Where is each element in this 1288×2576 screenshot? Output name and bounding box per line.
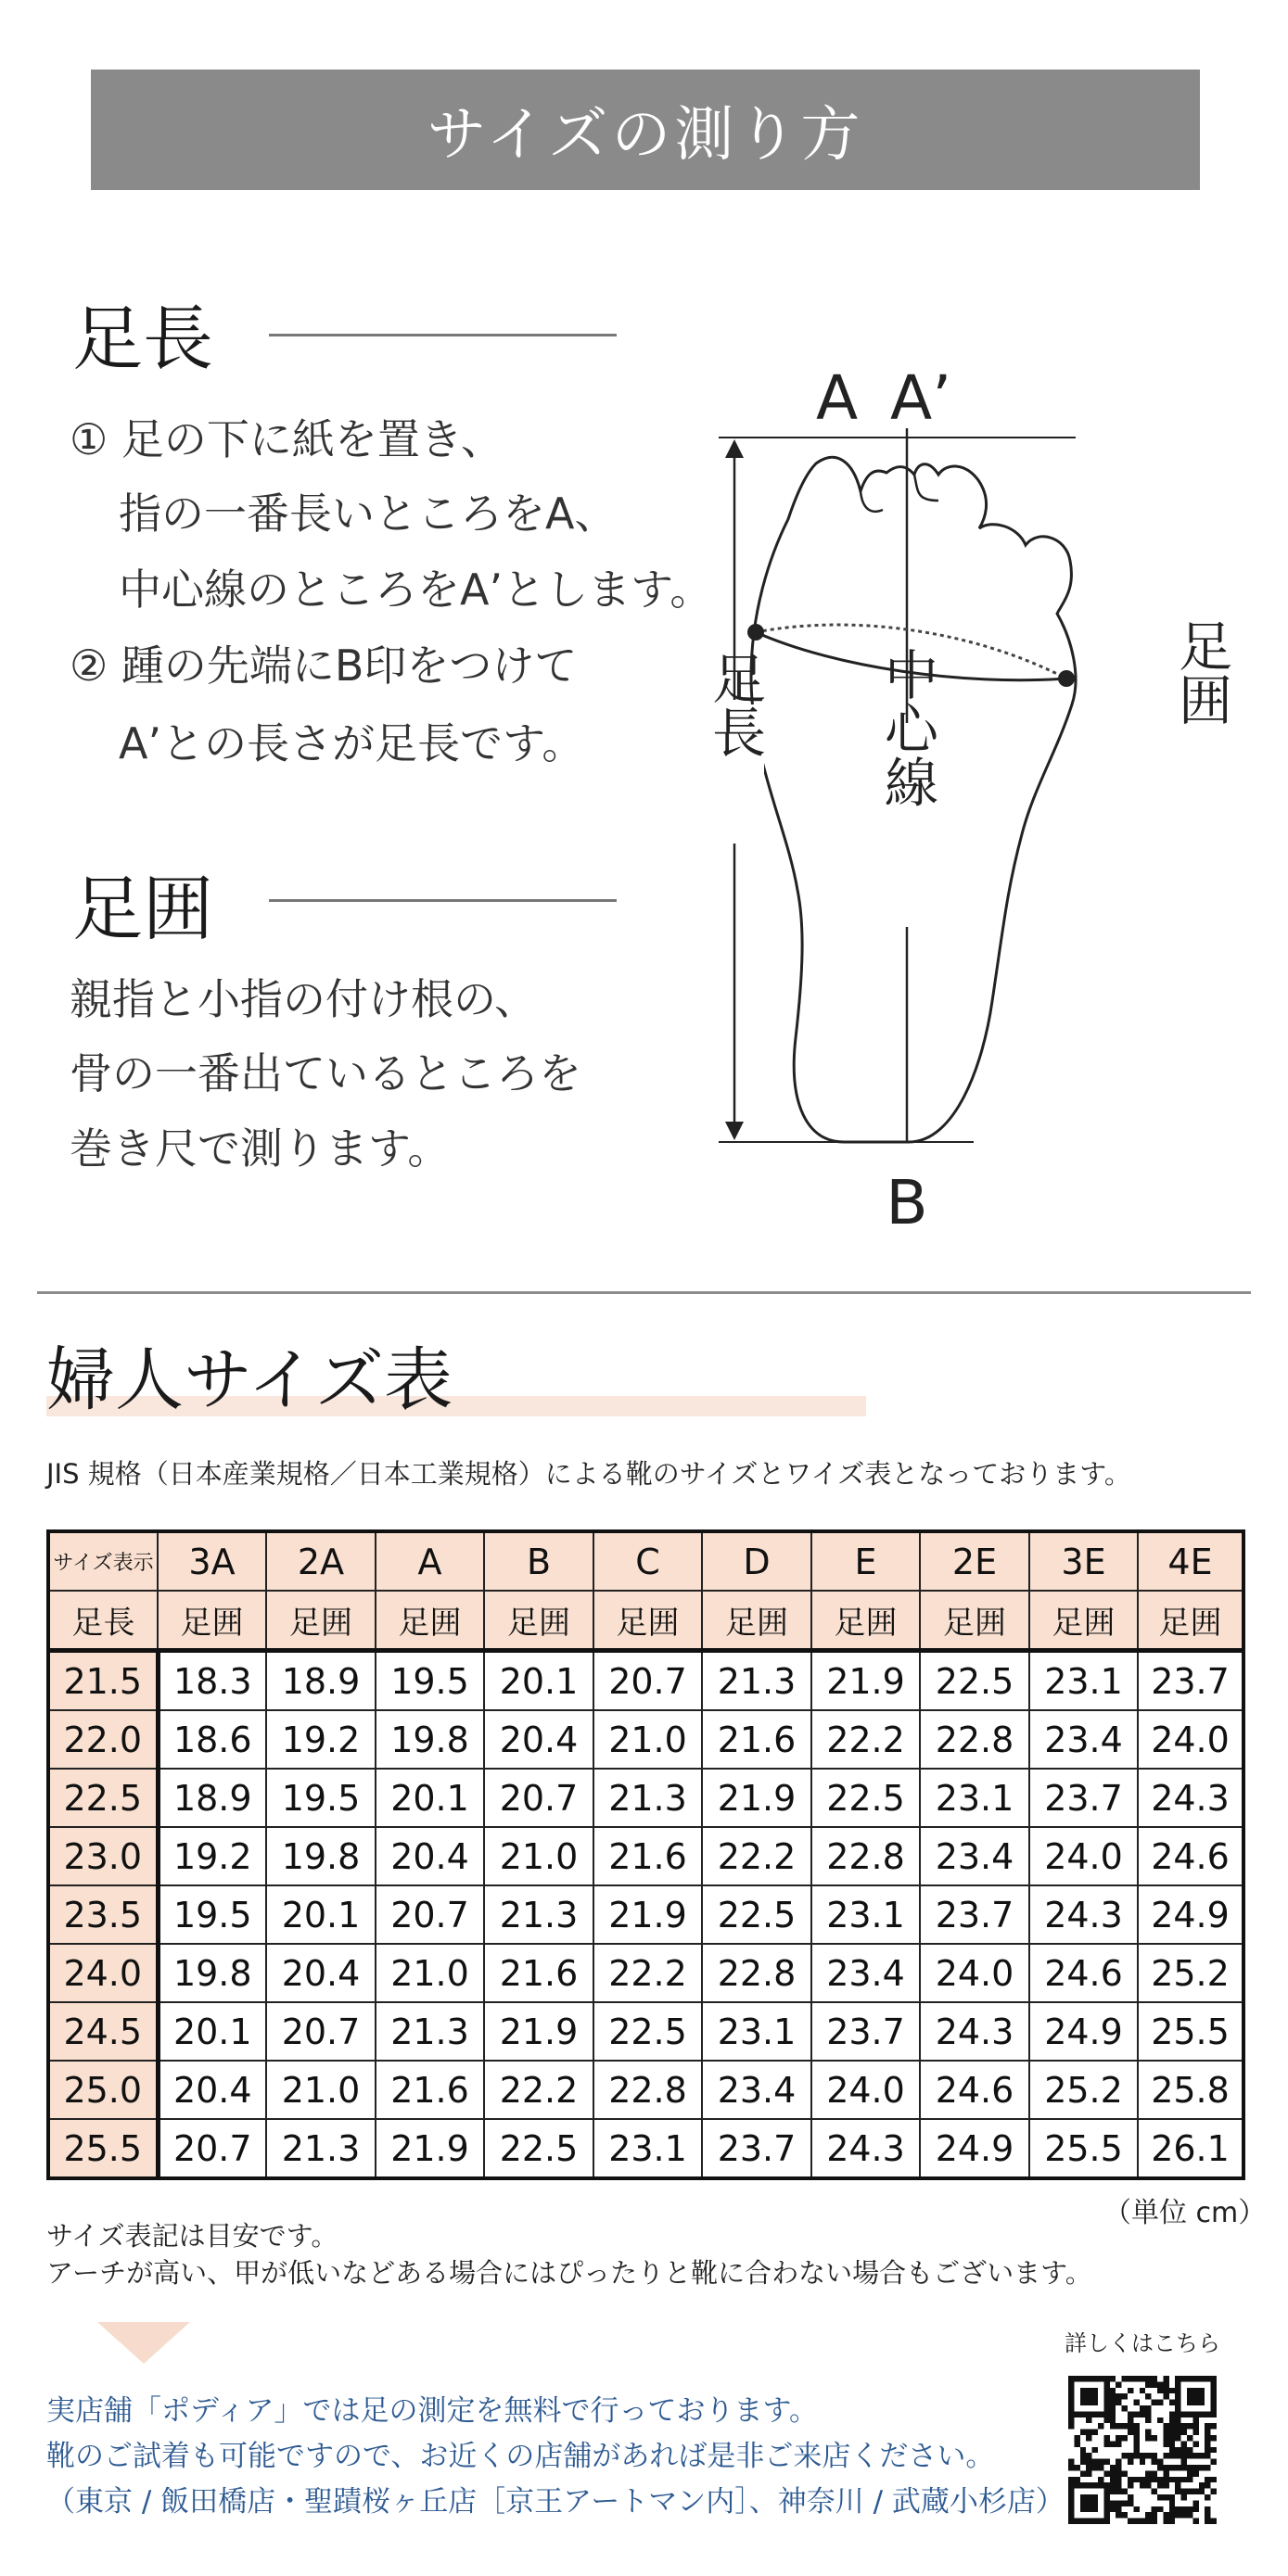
girth-cell: 21.6 bbox=[702, 1710, 811, 1769]
girth-cell: 21.0 bbox=[376, 1944, 484, 2002]
girth-cell: 18.6 bbox=[158, 1710, 266, 1769]
width-header-cell: 3E bbox=[1029, 1531, 1138, 1591]
length-cell: 22.0 bbox=[48, 1710, 158, 1769]
girth-cell: 23.7 bbox=[702, 2119, 811, 2178]
girth-cell: 22.8 bbox=[811, 1827, 920, 1885]
size-chart-intro: JIS 規格（日本産業規格／日本工業規格）による靴のサイズとワイズ表となっております。 bbox=[46, 1458, 1131, 1490]
girth-cell: 21.9 bbox=[811, 1651, 920, 1711]
label-foot-length: 足長 bbox=[703, 651, 766, 758]
down-arrow-icon bbox=[97, 2322, 190, 2364]
width-header-cell: 3A bbox=[158, 1531, 266, 1591]
girth-cell: 21.9 bbox=[593, 1885, 702, 1944]
girth-cell: 24.3 bbox=[920, 2002, 1029, 2061]
girth-cell: 22.2 bbox=[484, 2061, 593, 2119]
length-instruction-5: A’との長さが足長です。 bbox=[119, 718, 585, 768]
girth-cell: 20.4 bbox=[158, 2061, 266, 2119]
length-cell: 23.5 bbox=[48, 1885, 158, 1944]
girth-cell: 18.3 bbox=[158, 1651, 266, 1711]
section-divider bbox=[37, 1291, 1251, 1294]
unit-label: （単位 cm） bbox=[1103, 2197, 1267, 2229]
girth-point-left bbox=[747, 624, 764, 641]
header-girth-label: 足囲 bbox=[702, 1591, 811, 1651]
girth-cell: 22.5 bbox=[811, 1769, 920, 1827]
length-cell: 24.5 bbox=[48, 2002, 158, 2061]
girth-cell: 23.1 bbox=[593, 2119, 702, 2178]
length-instruction-2: 指の一番長いところをA、 bbox=[119, 489, 618, 539]
girth-cell: 24.9 bbox=[1029, 2002, 1138, 2061]
girth-instruction-2: 骨の一番出ているところを bbox=[70, 1048, 581, 1098]
girth-cell: 19.8 bbox=[158, 1944, 266, 2002]
header-girth-label: 足囲 bbox=[920, 1591, 1029, 1651]
label-center-line: 中心線 bbox=[875, 647, 938, 808]
girth-cell: 24.6 bbox=[1138, 1827, 1243, 1885]
girth-cell: 22.5 bbox=[702, 1885, 811, 1944]
table-row bbox=[48, 1651, 1243, 1711]
table-row bbox=[48, 2002, 1243, 2061]
header-row-labels bbox=[48, 1591, 1243, 1651]
girth-cell: 22.5 bbox=[484, 2119, 593, 2178]
girth-cell: 21.9 bbox=[376, 2119, 484, 2178]
girth-instruction-1: 親指と小指の付け根の、 bbox=[70, 974, 538, 1024]
girth-cell: 22.8 bbox=[920, 1710, 1029, 1769]
girth-point-right bbox=[1058, 670, 1075, 687]
girth-cell: 20.4 bbox=[266, 1944, 376, 2002]
girth-cell: 21.6 bbox=[593, 1827, 702, 1885]
table-row bbox=[48, 1944, 1243, 2002]
label-b: B bbox=[886, 1167, 928, 1238]
girth-cell: 20.4 bbox=[484, 1710, 593, 1769]
table-row bbox=[48, 1769, 1243, 1827]
width-header-cell: C bbox=[593, 1531, 702, 1591]
girth-cell: 22.2 bbox=[811, 1710, 920, 1769]
girth-cell: 20.7 bbox=[593, 1651, 702, 1711]
girth-cell: 24.0 bbox=[1029, 1827, 1138, 1885]
girth-cell: 23.7 bbox=[1138, 1651, 1243, 1711]
length-instruction-1: ① 足の下に紙を置き、 bbox=[70, 414, 504, 464]
width-header-cell: A bbox=[376, 1531, 484, 1591]
foot-measurement-diagram bbox=[668, 371, 1261, 1261]
girth-cell: 24.9 bbox=[1138, 1885, 1243, 1944]
girth-cell: 20.7 bbox=[376, 1885, 484, 1944]
length-cell: 24.0 bbox=[48, 1944, 158, 2002]
header-size-label: サイズ表示 bbox=[48, 1531, 158, 1591]
width-header-cell: 4E bbox=[1138, 1531, 1243, 1591]
store-info-line-2: 靴のご試着も可能ですので、お近くの店舗があれば是非ご来店ください。 bbox=[46, 2440, 995, 2473]
girth-cell: 21.0 bbox=[484, 1827, 593, 1885]
header-girth-label: 足囲 bbox=[811, 1591, 920, 1651]
girth-cell: 19.8 bbox=[266, 1827, 376, 1885]
length-arrow-up-icon bbox=[725, 439, 744, 458]
girth-cell: 24.0 bbox=[811, 2061, 920, 2119]
girth-cell: 23.4 bbox=[702, 2061, 811, 2119]
store-info-line-1: 実店舗「ポディア」では足の測定を無料で行っております。 bbox=[46, 2394, 819, 2428]
girth-cell: 21.6 bbox=[376, 2061, 484, 2119]
note-line-1: サイズ表記は目安です。 bbox=[46, 2220, 338, 2252]
width-header-cell: 2A bbox=[266, 1531, 376, 1591]
girth-cell: 24.9 bbox=[920, 2119, 1029, 2178]
size-table bbox=[46, 1529, 1245, 2180]
header-girth-label: 足囲 bbox=[1138, 1591, 1243, 1651]
girth-cell: 23.1 bbox=[811, 1885, 920, 1944]
girth-cell: 20.7 bbox=[266, 2002, 376, 2061]
girth-cell: 22.8 bbox=[593, 2061, 702, 2119]
girth-cell: 24.6 bbox=[1029, 1944, 1138, 2002]
length-arrow-down-icon bbox=[725, 1122, 744, 1140]
girth-cell: 24.3 bbox=[1138, 1769, 1243, 1827]
banner-title: サイズの測り方 bbox=[427, 101, 864, 170]
girth-cell: 19.5 bbox=[266, 1769, 376, 1827]
girth-cell: 20.1 bbox=[158, 2002, 266, 2061]
girth-cell: 19.8 bbox=[376, 1710, 484, 1769]
girth-cell: 26.1 bbox=[1138, 2119, 1243, 2178]
girth-cell: 20.4 bbox=[376, 1827, 484, 1885]
length-instruction-3: 中心線のところをA’とします。 bbox=[119, 565, 713, 615]
girth-cell: 20.1 bbox=[484, 1651, 593, 1711]
girth-cell: 23.1 bbox=[1029, 1651, 1138, 1711]
header-girth-label: 足囲 bbox=[266, 1591, 376, 1651]
girth-cell: 21.9 bbox=[484, 2002, 593, 2061]
width-header-cell: D bbox=[702, 1531, 811, 1591]
girth-cell: 21.9 bbox=[702, 1769, 811, 1827]
girth-cell: 18.9 bbox=[266, 1651, 376, 1711]
qr-code-icon[interactable] bbox=[1068, 2376, 1217, 2524]
length-cell: 22.5 bbox=[48, 1769, 158, 1827]
girth-cell: 23.4 bbox=[1029, 1710, 1138, 1769]
girth-cell: 24.3 bbox=[1029, 1885, 1138, 1944]
header-girth-label: 足囲 bbox=[376, 1591, 484, 1651]
length-heading: 足長 bbox=[72, 298, 213, 380]
girth-cell: 18.9 bbox=[158, 1769, 266, 1827]
girth-cell: 21.3 bbox=[484, 1885, 593, 1944]
girth-cell: 25.2 bbox=[1029, 2061, 1138, 2119]
girth-cell: 21.0 bbox=[593, 1710, 702, 1769]
header-girth-label: 足囲 bbox=[593, 1591, 702, 1651]
header-girth-label: 足囲 bbox=[1029, 1591, 1138, 1651]
girth-cell: 23.7 bbox=[920, 1885, 1029, 1944]
label-a: A bbox=[816, 371, 859, 434]
girth-cell: 21.0 bbox=[266, 2061, 376, 2119]
table-row bbox=[48, 2119, 1243, 2178]
girth-cell: 22.8 bbox=[702, 1944, 811, 2002]
girth-cell: 21.3 bbox=[376, 2002, 484, 2061]
qr-label: 詳しくはこちら bbox=[1065, 2330, 1220, 2356]
girth-cell: 19.2 bbox=[266, 1710, 376, 1769]
girth-cell: 24.0 bbox=[1138, 1710, 1243, 1769]
width-header-cell: 2E bbox=[920, 1531, 1029, 1591]
girth-cell: 20.7 bbox=[158, 2119, 266, 2178]
girth-cell: 25.5 bbox=[1029, 2119, 1138, 2178]
store-info-line-3: （東京 / 飯田橋店・聖蹟桜ヶ丘店［京王アートマン内］、神奈川 / 武蔵小杉店） bbox=[46, 2485, 1065, 2519]
length-heading-rule bbox=[269, 334, 617, 336]
width-header-cell: E bbox=[811, 1531, 920, 1591]
girth-cell: 23.1 bbox=[702, 2002, 811, 2061]
header-length-label: 足長 bbox=[48, 1591, 158, 1651]
girth-cell: 20.1 bbox=[266, 1885, 376, 1944]
title-banner bbox=[91, 70, 1200, 190]
girth-cell: 22.5 bbox=[593, 2002, 702, 2061]
girth-cell: 21.3 bbox=[702, 1651, 811, 1711]
table-row bbox=[48, 1827, 1243, 1885]
width-header-cell: B bbox=[484, 1531, 593, 1591]
girth-cell: 24.0 bbox=[920, 1944, 1029, 2002]
girth-cell: 19.5 bbox=[376, 1651, 484, 1711]
header-girth-label: 足囲 bbox=[484, 1591, 593, 1651]
header-girth-label: 足囲 bbox=[158, 1591, 266, 1651]
girth-cell: 21.3 bbox=[266, 2119, 376, 2178]
girth-cell: 23.1 bbox=[920, 1769, 1029, 1827]
girth-cell: 24.6 bbox=[920, 2061, 1029, 2119]
girth-cell: 22.5 bbox=[920, 1651, 1029, 1711]
girth-cell: 23.7 bbox=[1029, 1769, 1138, 1827]
note-line-2: アーチが高い、甲が低いなどある場合にはぴったりと靴に合わない場合もございます。 bbox=[46, 2257, 1092, 2289]
girth-cell: 24.3 bbox=[811, 2119, 920, 2178]
girth-heading: 足囲 bbox=[72, 868, 213, 950]
table-row bbox=[48, 2061, 1243, 2119]
girth-cell: 22.2 bbox=[593, 1944, 702, 2002]
header-row-widths bbox=[48, 1531, 1243, 1591]
length-cell: 25.5 bbox=[48, 2119, 158, 2178]
girth-cell: 21.3 bbox=[593, 1769, 702, 1827]
length-instruction-4: ② 踵の先端にB印をつけて bbox=[70, 641, 578, 691]
girth-cell: 19.5 bbox=[158, 1885, 266, 1944]
girth-cell: 21.6 bbox=[484, 1944, 593, 2002]
girth-cell: 25.2 bbox=[1138, 1944, 1243, 2002]
girth-heading-rule bbox=[269, 899, 617, 902]
girth-cell: 20.1 bbox=[376, 1769, 484, 1827]
table-row bbox=[48, 1710, 1243, 1769]
girth-cell: 25.8 bbox=[1138, 2061, 1243, 2119]
girth-instruction-3: 巻き尺で測ります。 bbox=[70, 1123, 451, 1174]
girth-cell: 19.2 bbox=[158, 1827, 266, 1885]
girth-cell: 23.4 bbox=[811, 1944, 920, 2002]
girth-cell: 22.2 bbox=[702, 1827, 811, 1885]
length-cell: 23.0 bbox=[48, 1827, 158, 1885]
girth-cell: 23.4 bbox=[920, 1827, 1029, 1885]
girth-cell: 25.5 bbox=[1138, 2002, 1243, 2061]
label-a-prime: A’ bbox=[890, 371, 952, 434]
girth-cell: 23.7 bbox=[811, 2002, 920, 2061]
girth-cell: 20.7 bbox=[484, 1769, 593, 1827]
table-row bbox=[48, 1885, 1243, 1944]
label-foot-girth: 足囲 bbox=[1169, 618, 1232, 726]
length-cell: 25.0 bbox=[48, 2061, 158, 2119]
size-chart-title: 婦人サイズ表 bbox=[46, 1340, 453, 1420]
length-cell: 21.5 bbox=[48, 1651, 158, 1711]
